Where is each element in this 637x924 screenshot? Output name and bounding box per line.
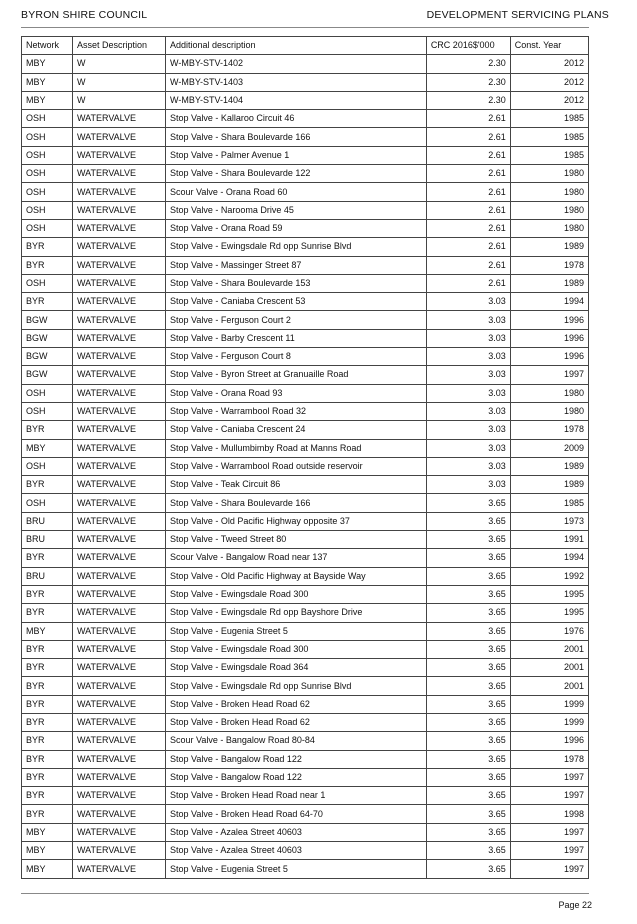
cell-network: BYR (22, 695, 73, 713)
cell-additional-description: Stop Valve - Caniaba Crescent 53 (166, 293, 427, 311)
cell-network: MBY (22, 55, 73, 73)
cell-const-year: 2001 (510, 659, 588, 677)
cell-asset-description: WATERVALVE (73, 219, 166, 237)
table-header-row (22, 37, 589, 55)
cell-crc: 3.65 (426, 585, 510, 603)
table-row (22, 567, 589, 585)
cell-additional-description: Stop Valve - Ewingsdale Road 300 (166, 585, 427, 603)
cell-crc: 2.61 (426, 165, 510, 183)
cell-const-year: 1980 (510, 201, 588, 219)
cell-const-year: 1985 (510, 494, 588, 512)
cell-additional-description: Stop Valve - Orana Road 59 (166, 219, 427, 237)
column-header-crc: CRC 2016$'000 (426, 37, 510, 55)
cell-additional-description: W-MBY-STV-1402 (166, 55, 427, 73)
cell-network: OSH (22, 494, 73, 512)
cell-crc: 3.65 (426, 512, 510, 530)
cell-network: BGW (22, 348, 73, 366)
cell-crc: 3.65 (426, 604, 510, 622)
cell-crc: 2.61 (426, 183, 510, 201)
cell-crc: 3.65 (426, 860, 510, 878)
cell-asset-description: WATERVALVE (73, 750, 166, 768)
cell-const-year: 1980 (510, 165, 588, 183)
cell-asset-description: WATERVALVE (73, 787, 166, 805)
cell-network: OSH (22, 384, 73, 402)
cell-network: OSH (22, 146, 73, 164)
cell-crc: 2.61 (426, 274, 510, 292)
table-row (22, 293, 589, 311)
column-header-additional-description: Additional description (166, 37, 427, 55)
cell-const-year: 1994 (510, 293, 588, 311)
cell-crc: 3.65 (426, 823, 510, 841)
cell-crc: 3.03 (426, 457, 510, 475)
cell-network: BYR (22, 585, 73, 603)
cell-asset-description: WATERVALVE (73, 146, 166, 164)
cell-network: BYR (22, 805, 73, 823)
cell-asset-description: WATERVALVE (73, 421, 166, 439)
cell-crc: 3.03 (426, 293, 510, 311)
cell-const-year: 1985 (510, 110, 588, 128)
cell-crc: 3.65 (426, 549, 510, 567)
table-row (22, 183, 589, 201)
table-body (22, 55, 589, 878)
cell-const-year: 1989 (510, 238, 588, 256)
table-row (22, 585, 589, 603)
cell-network: BYR (22, 549, 73, 567)
cell-crc: 3.65 (426, 659, 510, 677)
cell-additional-description: Stop Valve - Shara Boulevarde 153 (166, 274, 427, 292)
cell-asset-description: WATERVALVE (73, 512, 166, 530)
cell-asset-description: WATERVALVE (73, 238, 166, 256)
cell-asset-description: WATERVALVE (73, 348, 166, 366)
cell-asset-description: WATERVALVE (73, 476, 166, 494)
cell-network: BGW (22, 366, 73, 384)
cell-asset-description: WATERVALVE (73, 695, 166, 713)
cell-asset-description: WATERVALVE (73, 439, 166, 457)
cell-asset-description: WATERVALVE (73, 183, 166, 201)
cell-const-year: 1994 (510, 549, 588, 567)
table-row (22, 73, 589, 91)
cell-asset-description: WATERVALVE (73, 384, 166, 402)
cell-crc: 3.03 (426, 476, 510, 494)
table-row (22, 201, 589, 219)
cell-additional-description: Stop Valve - Ewingsdale Rd opp Sunrise Blvd (166, 238, 427, 256)
cell-const-year: 1980 (510, 402, 588, 420)
table-row (22, 659, 589, 677)
cell-const-year: 2012 (510, 91, 588, 109)
cell-network: OSH (22, 128, 73, 146)
cell-additional-description: Stop Valve - Ewingsdale Road 364 (166, 659, 427, 677)
cell-network: BRU (22, 531, 73, 549)
cell-crc: 3.03 (426, 366, 510, 384)
cell-crc: 3.65 (426, 677, 510, 695)
cell-crc: 3.03 (426, 402, 510, 420)
cell-additional-description: Stop Valve - Tweed Street 80 (166, 531, 427, 549)
cell-crc: 3.03 (426, 384, 510, 402)
cell-asset-description: WATERVALVE (73, 274, 166, 292)
cell-const-year: 1978 (510, 421, 588, 439)
cell-crc: 2.61 (426, 110, 510, 128)
cell-asset-description: WATERVALVE (73, 823, 166, 841)
cell-asset-description: W (73, 73, 166, 91)
cell-crc: 3.65 (426, 494, 510, 512)
cell-asset-description: WATERVALVE (73, 128, 166, 146)
cell-const-year: 1997 (510, 787, 588, 805)
table-row (22, 146, 589, 164)
cell-additional-description: Stop Valve - Mullumbimby Road at Manns Road (166, 439, 427, 457)
cell-network: MBY (22, 622, 73, 640)
cell-additional-description: Stop Valve - Broken Head Road near 1 (166, 787, 427, 805)
cell-asset-description: WATERVALVE (73, 732, 166, 750)
table-row (22, 860, 589, 878)
table-row (22, 256, 589, 274)
cell-crc: 3.65 (426, 787, 510, 805)
cell-additional-description: Stop Valve - Ewingsdale Rd opp Bayshore Drive (166, 604, 427, 622)
table-row (22, 402, 589, 420)
cell-asset-description: WATERVALVE (73, 713, 166, 731)
cell-network: BYR (22, 256, 73, 274)
table-row (22, 311, 589, 329)
table-row (22, 823, 589, 841)
cell-asset-description: WATERVALVE (73, 604, 166, 622)
cell-network: BYR (22, 604, 73, 622)
cell-const-year: 1996 (510, 348, 588, 366)
cell-asset-description: WATERVALVE (73, 293, 166, 311)
cell-const-year: 1996 (510, 329, 588, 347)
table-row (22, 421, 589, 439)
document-header-title: DEVELOPMENT SERVICING PLANS (426, 9, 609, 21)
cell-network: BYR (22, 293, 73, 311)
cell-crc: 3.65 (426, 713, 510, 731)
cell-crc: 3.65 (426, 567, 510, 585)
cell-asset-description: WATERVALVE (73, 329, 166, 347)
cell-const-year: 1973 (510, 512, 588, 530)
cell-network: BYR (22, 659, 73, 677)
document-header-org: BYRON SHIRE COUNCIL (21, 9, 148, 21)
cell-const-year: 1997 (510, 842, 588, 860)
cell-const-year: 1995 (510, 585, 588, 603)
table-row (22, 329, 589, 347)
cell-additional-description: Stop Valve - Broken Head Road 62 (166, 695, 427, 713)
cell-additional-description: Stop Valve - Old Pacific Highway at Bayside Way (166, 567, 427, 585)
cell-const-year: 1997 (510, 860, 588, 878)
cell-asset-description: WATERVALVE (73, 494, 166, 512)
cell-crc: 2.30 (426, 73, 510, 91)
cell-network: BRU (22, 567, 73, 585)
table-row (22, 750, 589, 768)
cell-additional-description: W-MBY-STV-1404 (166, 91, 427, 109)
cell-crc: 3.65 (426, 805, 510, 823)
table-row (22, 531, 589, 549)
cell-additional-description: Stop Valve - Shara Boulevarde 166 (166, 494, 427, 512)
cell-network: BYR (22, 787, 73, 805)
table-row (22, 274, 589, 292)
cell-network: MBY (22, 860, 73, 878)
cell-asset-description: WATERVALVE (73, 366, 166, 384)
cell-asset-description: WATERVALVE (73, 549, 166, 567)
table-row (22, 110, 589, 128)
cell-network: OSH (22, 165, 73, 183)
cell-asset-description: WATERVALVE (73, 585, 166, 603)
cell-network: OSH (22, 457, 73, 475)
cell-network: OSH (22, 110, 73, 128)
cell-additional-description: Stop Valve - Ferguson Court 2 (166, 311, 427, 329)
cell-additional-description: Stop Valve - Warrambool Road outside reservoir (166, 457, 427, 475)
cell-additional-description: W-MBY-STV-1403 (166, 73, 427, 91)
cell-crc: 2.61 (426, 201, 510, 219)
cell-additional-description: Stop Valve - Eugenia Street 5 (166, 622, 427, 640)
cell-crc: 3.03 (426, 311, 510, 329)
cell-network: BYR (22, 476, 73, 494)
cell-network: BYR (22, 677, 73, 695)
cell-const-year: 1989 (510, 476, 588, 494)
cell-const-year: 1989 (510, 274, 588, 292)
cell-crc: 3.65 (426, 750, 510, 768)
cell-const-year: 1997 (510, 768, 588, 786)
cell-const-year: 1978 (510, 256, 588, 274)
cell-crc: 3.03 (426, 421, 510, 439)
cell-asset-description: WATERVALVE (73, 457, 166, 475)
cell-additional-description: Scour Valve - Orana Road 60 (166, 183, 427, 201)
cell-additional-description: Stop Valve - Narooma Drive 45 (166, 201, 427, 219)
cell-asset-description: WATERVALVE (73, 531, 166, 549)
cell-additional-description: Stop Valve - Caniaba Crescent 24 (166, 421, 427, 439)
cell-crc: 2.61 (426, 219, 510, 237)
cell-crc: 2.30 (426, 55, 510, 73)
cell-const-year: 1980 (510, 219, 588, 237)
table-row (22, 439, 589, 457)
table-row (22, 384, 589, 402)
cell-asset-description: WATERVALVE (73, 110, 166, 128)
table-row (22, 842, 589, 860)
cell-additional-description: Stop Valve - Azalea Street 40603 (166, 842, 427, 860)
cell-const-year: 1985 (510, 128, 588, 146)
cell-const-year: 1999 (510, 713, 588, 731)
cell-const-year: 1985 (510, 146, 588, 164)
cell-additional-description: Stop Valve - Bangalow Road 122 (166, 750, 427, 768)
table-row (22, 366, 589, 384)
table-row (22, 219, 589, 237)
table-row (22, 805, 589, 823)
cell-crc: 3.65 (426, 842, 510, 860)
column-header-const-year: Const. Year (510, 37, 588, 55)
cell-network: BYR (22, 713, 73, 731)
cell-const-year: 2012 (510, 55, 588, 73)
cell-additional-description: Stop Valve - Teak Circuit 86 (166, 476, 427, 494)
cell-crc: 2.61 (426, 238, 510, 256)
table-row (22, 640, 589, 658)
cell-additional-description: Stop Valve - Old Pacific Highway opposite 37 (166, 512, 427, 530)
cell-const-year: 2009 (510, 439, 588, 457)
table-row (22, 787, 589, 805)
cell-asset-description: WATERVALVE (73, 805, 166, 823)
cell-crc: 3.03 (426, 329, 510, 347)
cell-additional-description: Stop Valve - Bangalow Road 122 (166, 768, 427, 786)
table-row (22, 677, 589, 695)
cell-crc: 3.65 (426, 695, 510, 713)
cell-crc: 3.65 (426, 622, 510, 640)
cell-asset-description: WATERVALVE (73, 402, 166, 420)
cell-asset-description: WATERVALVE (73, 201, 166, 219)
cell-const-year: 1991 (510, 531, 588, 549)
cell-asset-description: WATERVALVE (73, 640, 166, 658)
cell-asset-description: WATERVALVE (73, 622, 166, 640)
cell-network: OSH (22, 402, 73, 420)
cell-const-year: 1999 (510, 695, 588, 713)
table-row (22, 732, 589, 750)
table-row (22, 348, 589, 366)
cell-asset-description: WATERVALVE (73, 842, 166, 860)
cell-const-year: 2012 (510, 73, 588, 91)
cell-const-year: 1980 (510, 183, 588, 201)
cell-additional-description: Stop Valve - Barby Crescent 11 (166, 329, 427, 347)
cell-crc: 3.65 (426, 768, 510, 786)
cell-const-year: 2001 (510, 640, 588, 658)
table-row (22, 238, 589, 256)
cell-const-year: 1978 (510, 750, 588, 768)
cell-crc: 2.30 (426, 91, 510, 109)
cell-network: OSH (22, 274, 73, 292)
cell-asset-description: WATERVALVE (73, 860, 166, 878)
cell-additional-description: Stop Valve - Shara Boulevarde 122 (166, 165, 427, 183)
cell-network: BGW (22, 329, 73, 347)
cell-additional-description: Stop Valve - Massinger Street 87 (166, 256, 427, 274)
table-row (22, 457, 589, 475)
cell-const-year: 1996 (510, 311, 588, 329)
cell-additional-description: Stop Valve - Eugenia Street 5 (166, 860, 427, 878)
header-rule (21, 27, 589, 28)
cell-additional-description: Stop Valve - Azalea Street 40603 (166, 823, 427, 841)
cell-const-year: 1997 (510, 823, 588, 841)
cell-const-year: 1989 (510, 457, 588, 475)
cell-network: BYR (22, 640, 73, 658)
table-row (22, 549, 589, 567)
cell-const-year: 1980 (510, 384, 588, 402)
cell-additional-description: Stop Valve - Kallaroo Circuit 46 (166, 110, 427, 128)
cell-network: BRU (22, 512, 73, 530)
cell-additional-description: Stop Valve - Ewingsdale Rd opp Sunrise Blvd (166, 677, 427, 695)
cell-network: BYR (22, 421, 73, 439)
table-row (22, 695, 589, 713)
cell-const-year: 2001 (510, 677, 588, 695)
cell-network: OSH (22, 183, 73, 201)
cell-asset-description: WATERVALVE (73, 165, 166, 183)
cell-crc: 3.03 (426, 439, 510, 457)
cell-const-year: 1997 (510, 366, 588, 384)
table-row (22, 494, 589, 512)
table-row (22, 476, 589, 494)
table-row (22, 512, 589, 530)
table-row (22, 128, 589, 146)
cell-network: BYR (22, 750, 73, 768)
table-row (22, 55, 589, 73)
cell-crc: 3.65 (426, 732, 510, 750)
cell-network: OSH (22, 219, 73, 237)
footer-rule (21, 893, 589, 894)
table-row (22, 165, 589, 183)
cell-network: MBY (22, 842, 73, 860)
cell-asset-description: W (73, 55, 166, 73)
cell-additional-description: Stop Valve - Ewingsdale Road 300 (166, 640, 427, 658)
cell-additional-description: Stop Valve - Byron Street at Granuaille Road (166, 366, 427, 384)
cell-asset-description: WATERVALVE (73, 567, 166, 585)
cell-network: BYR (22, 732, 73, 750)
cell-network: MBY (22, 73, 73, 91)
cell-additional-description: Stop Valve - Ferguson Court 8 (166, 348, 427, 366)
cell-crc: 2.61 (426, 128, 510, 146)
cell-crc: 3.03 (426, 348, 510, 366)
cell-asset-description: WATERVALVE (73, 677, 166, 695)
page-number: Page 22 (558, 900, 592, 910)
cell-crc: 2.61 (426, 146, 510, 164)
cell-crc: 3.65 (426, 640, 510, 658)
cell-asset-description: WATERVALVE (73, 768, 166, 786)
cell-network: OSH (22, 201, 73, 219)
cell-additional-description: Stop Valve - Broken Head Road 64-70 (166, 805, 427, 823)
cell-crc: 2.61 (426, 256, 510, 274)
cell-network: MBY (22, 439, 73, 457)
cell-const-year: 1995 (510, 604, 588, 622)
asset-table (21, 36, 589, 879)
cell-additional-description: Stop Valve - Broken Head Road 62 (166, 713, 427, 731)
cell-asset-description: WATERVALVE (73, 659, 166, 677)
cell-network: BYR (22, 768, 73, 786)
cell-additional-description: Stop Valve - Palmer Avenue 1 (166, 146, 427, 164)
cell-asset-description: W (73, 91, 166, 109)
table-row (22, 713, 589, 731)
table-row (22, 91, 589, 109)
cell-network: BGW (22, 311, 73, 329)
table-row (22, 622, 589, 640)
cell-asset-description: WATERVALVE (73, 256, 166, 274)
cell-additional-description: Scour Valve - Bangalow Road near 137 (166, 549, 427, 567)
cell-const-year: 1992 (510, 567, 588, 585)
cell-const-year: 1996 (510, 732, 588, 750)
cell-additional-description: Stop Valve - Orana Road 93 (166, 384, 427, 402)
cell-const-year: 1998 (510, 805, 588, 823)
cell-network: MBY (22, 823, 73, 841)
cell-additional-description: Scour Valve - Bangalow Road 80-84 (166, 732, 427, 750)
cell-additional-description: Stop Valve - Warrambool Road 32 (166, 402, 427, 420)
cell-const-year: 1976 (510, 622, 588, 640)
table-row (22, 604, 589, 622)
column-header-network: Network (22, 37, 73, 55)
cell-asset-description: WATERVALVE (73, 311, 166, 329)
table-row (22, 768, 589, 786)
cell-crc: 3.65 (426, 531, 510, 549)
cell-network: MBY (22, 91, 73, 109)
cell-additional-description: Stop Valve - Shara Boulevarde 166 (166, 128, 427, 146)
cell-network: BYR (22, 238, 73, 256)
column-header-asset-description: Asset Description (73, 37, 166, 55)
